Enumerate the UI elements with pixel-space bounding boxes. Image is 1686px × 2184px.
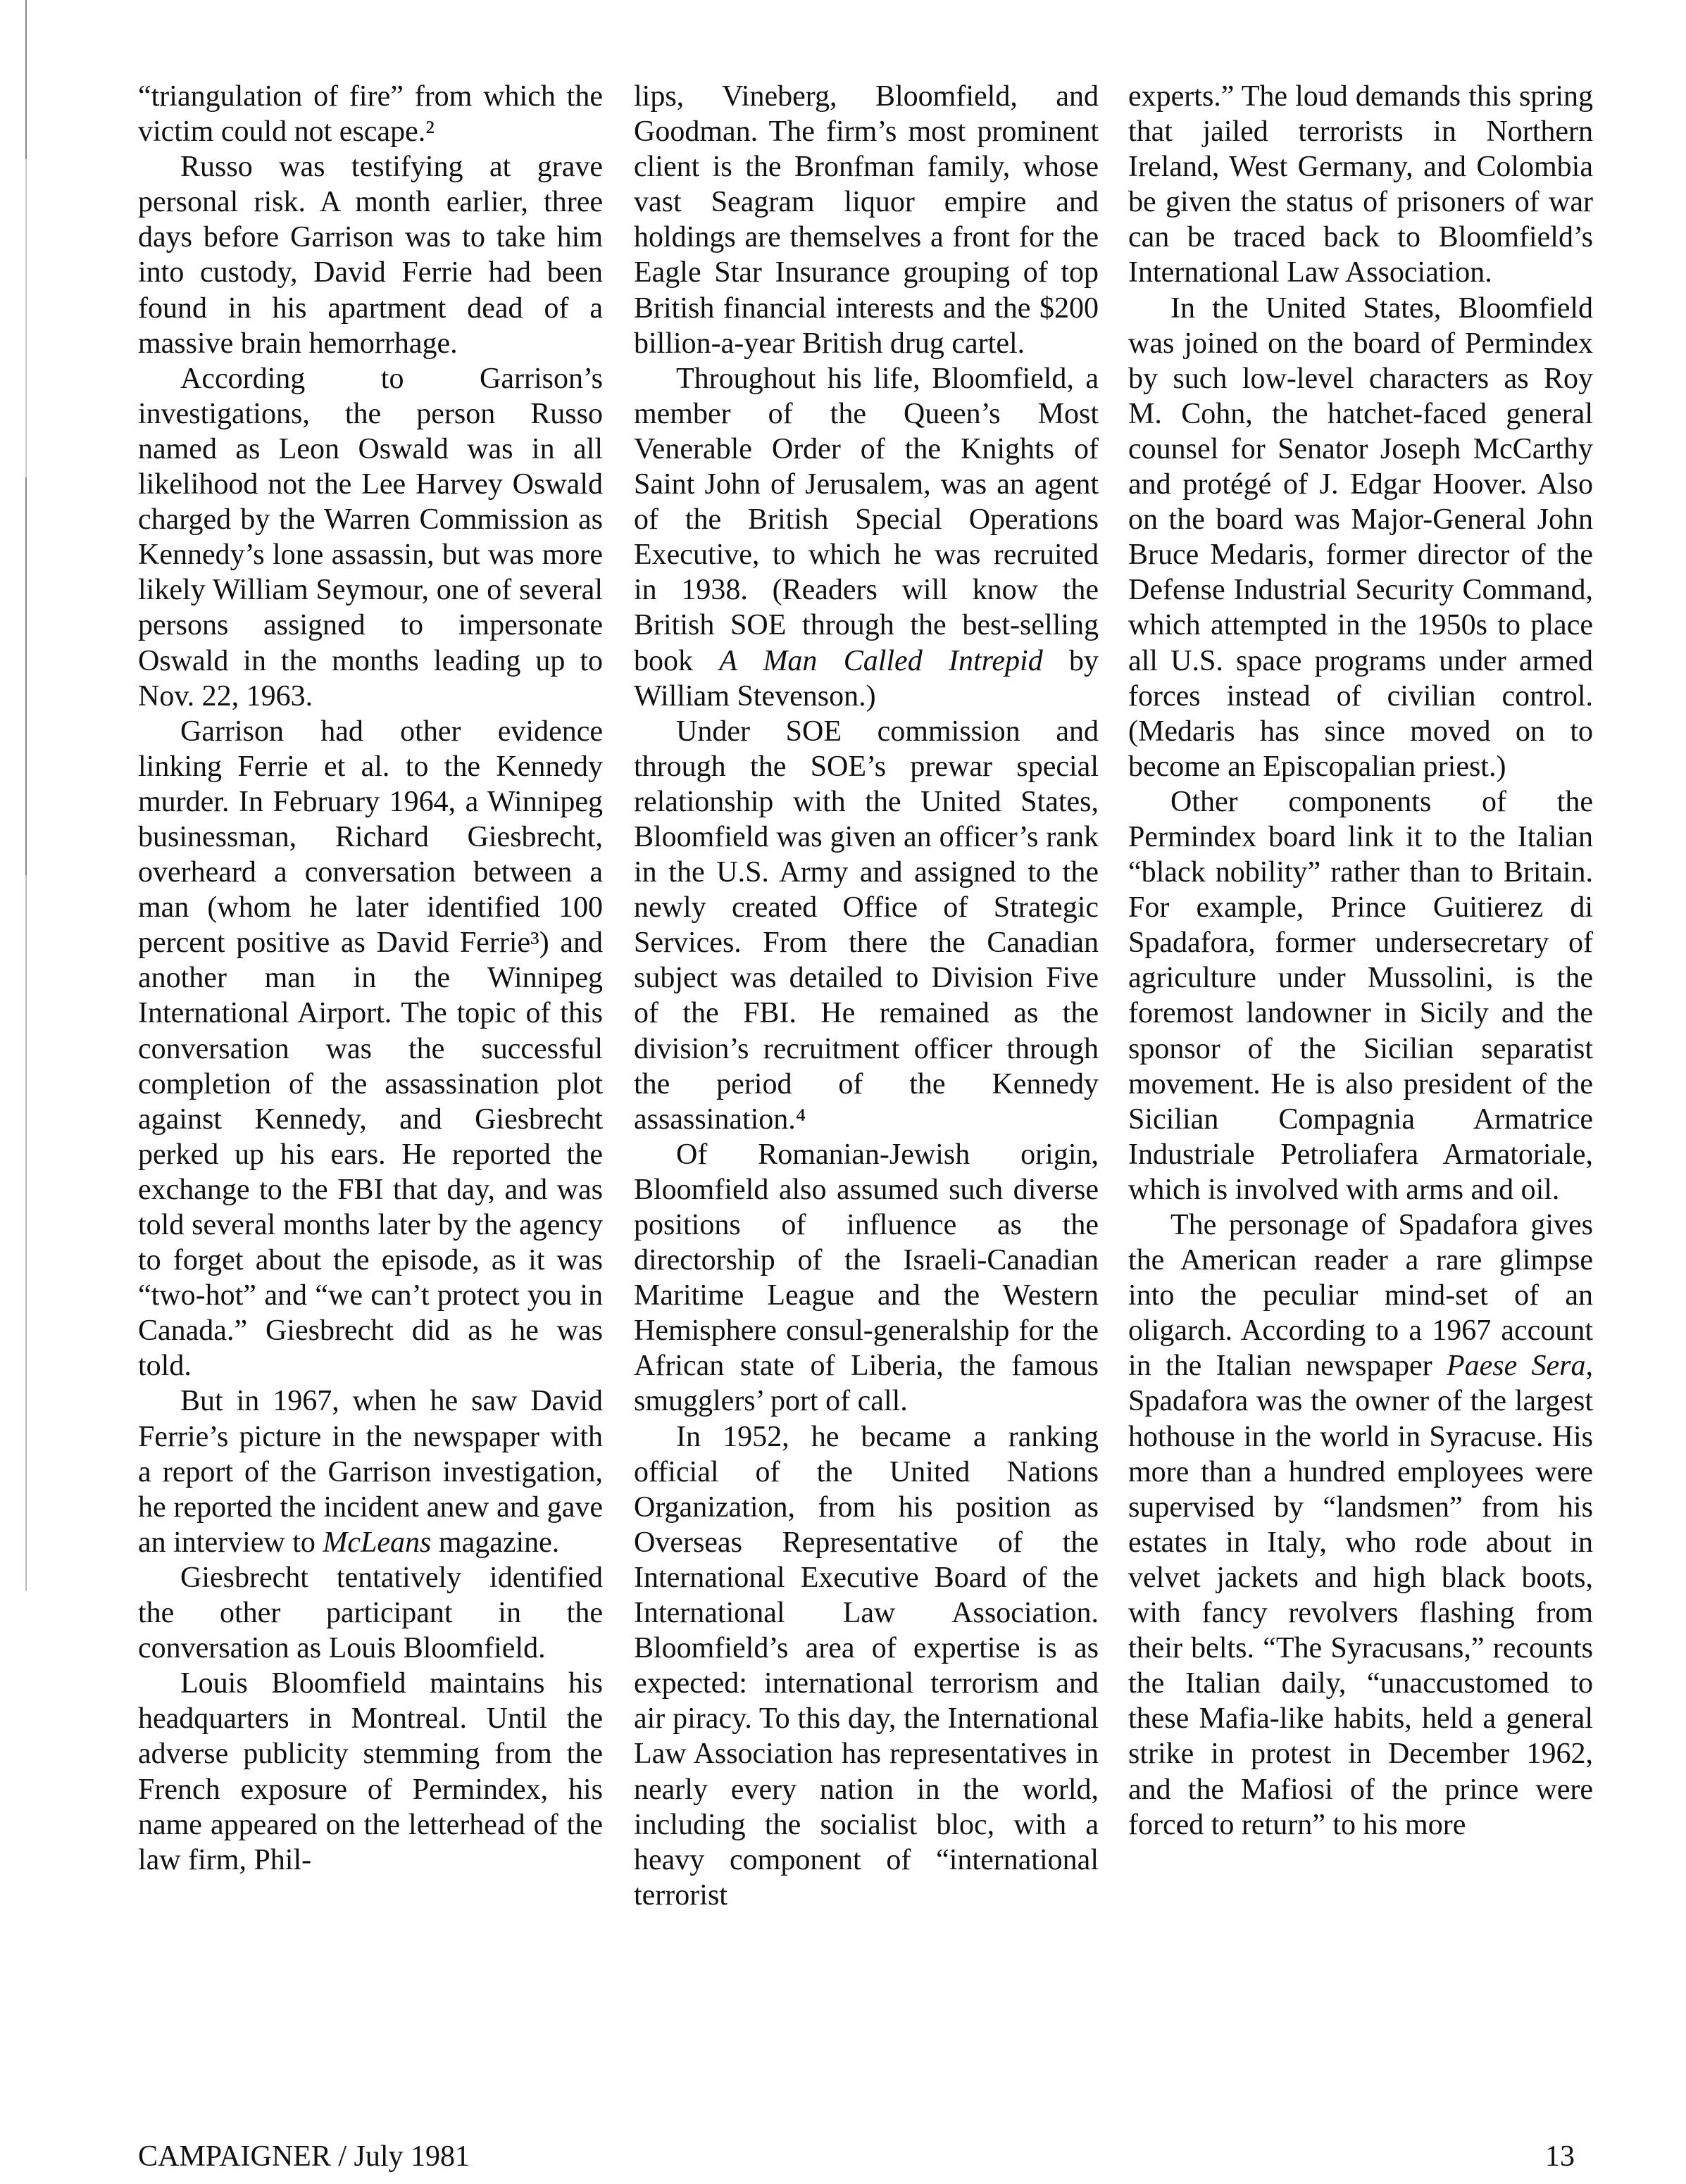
paragraph: In 1952, he became a ranking official of the United Nations Organization, from his position as Overseas Representative of the International Executive Board of the International Law Association. Bloomfield’s area of expertise is as expected: international terrorism and air piracy. To this day, the International Law Association has representatives in nearly every nation in the world, including the socialist bloc, with a heavy component of “international terrorist xyxy=(634,1420,1099,1912)
paragraph: The personage of Spadafora gives the American reader a rare glimpse into the peculiar mind-set of an oligarch. According to a 1967 account in the Italian newspaper Paese Sera, Spadafora was the owner of the largest hothouse in the world in Syracuse. His more than a hundred employees were supervised by “landsmen” from his estates in Italy, who rode about in velvet jackets and high black boots, with fancy revolvers flashing from their belts. “The Syracusans,” recounts the Italian daily, “unaccustomed to these Mafia-like habits, held a general strike in protest in December 1962, and the Mafiosi of the prince were forced to return” to his more xyxy=(1128,1209,1593,1841)
paragraph: Under SOE commission and through the SOE’s prewar special relationship with the United States, Bloomfield was given an officer’s rank in the U.S. Army and assigned to the newly created Office of Strategic Services. From there the Canadian subject was detailed to Division Five of the FBI. He remained as the division’s recruitment officer through the period of the Kennedy assassination.⁴ xyxy=(634,715,1099,1136)
paragraph: Russo was testifying at grave personal risk. A month earlier, three days before Garrison was to take him into custody, David Ferrie had been found in his apartment dead of a massive brain hemorrhage. xyxy=(138,151,603,360)
paragraph: experts.” The loud demands this spring that jailed terrorists in Northern Ireland, West Germany, and Colombia be given the status of prisoners of war can be traced back to Bloomfield’s International Law Association. xyxy=(1128,80,1593,289)
italic-title: Paese Sera xyxy=(1446,1350,1586,1383)
paragraph: Other components of the Permindex board link it to the Italian “black nobility” rather than to Britain. For example, Prince Guitierez di Spadafora, former undersecretary of agriculture under Mussolini, is the foremost landowner in Sicily and the sponsor of the Sicilian separatist movement. He is also president of the Sicilian Compagnia Armatrice Industriale Petroliafera Armatoriale, which is involved with arms and oil. xyxy=(1128,785,1593,1206)
paragraph: In the United States, Bloomfield was joined on the board of Permindex by such low-level characters as Roy M. Cohn, the hatchet-faced general counsel for Senator Joseph McCarthy and protégé of J. Edgar Hoover. Also on the board was Major-General John Bruce Medaris, former director of the Defense Industrial Security Command, which attempted in the 1950s to place all U.S. space programs under armed forces instead of civilian control. (Medaris has since moved on to become an Episcopalian priest.) xyxy=(1128,291,1593,783)
paragraph: Giesbrecht tentatively identified the other participant in the conversation as Louis Bloomfield. xyxy=(138,1561,603,1665)
paragraph: Throughout his life, Bloomfield, a member of the Queen’s Most Venerable Order of the Knights of Saint John of Jerusalem, was an agent of the British Special Operations Executive, to which he was recruited in 1938. (Readers will know the British SOE through the best-selling book A Man Called Intrepid by William Stevenson.) xyxy=(634,362,1099,713)
paragraph: But in 1967, when he saw David Ferrie’s picture in the newspaper with a report of the Garrison investigation, he reported the incident anew and gave an interview to McLeans magazine. xyxy=(138,1385,603,1559)
scan-margin-line xyxy=(25,0,27,1591)
paragraph: lips, Vineberg, Bloomfield, and Goodman. The firm’s most prominent client is the Bronfman family, whose vast Seagram liquor empire and holdings are themselves a front for the Eagle Star Insurance grouping of top British financial interests and the $200 billion-a-year British drug cartel. xyxy=(634,80,1099,360)
paragraph: Garrison had other evidence linking Ferrie et al. to the Kennedy murder. In February 1964, a Winnipeg businessman, Richard Giesbrecht, overheard a conversation between a man (whom he later identified 100 percent positive as David Ferrie³) and another man in the Winnipeg International Airport. The topic of this conversation was the successful completion of the assassination plot against Kennedy, and Giesbrecht perked up his ears. He reported the exchange to the FBI that day, and was told several months later by the agency to forget about the episode, as it was “two-hot” and “we can’t protect you in Canada.” Giesbrecht did as he was told. xyxy=(138,715,603,1383)
page-number: 13 xyxy=(1545,2140,1575,2173)
paragraph: Of Romanian-Jewish origin, Bloomfield also assumed such diverse positions of influence as the directorship of the Israeli-Canadian Maritime League and the Western Hemisphere consul-generalship for the African state of Liberia, the famous smugglers’ port of call. xyxy=(634,1138,1099,1418)
text-column-right xyxy=(1128,79,1593,1843)
text-column-left xyxy=(138,79,603,1878)
italic-title: A Man Called Intrepid xyxy=(719,644,1043,677)
paragraph: According to Garrison’s investigations, the person Russo named as Leon Oswald was in all likelihood not the Lee Harvey Oswald charged by the Warren Commission as Kennedy’s lone assassin, but was more likely William Seymour, one of several persons assigned to impersonate Oswald in the months leading up to Nov. 22, 1963. xyxy=(138,362,603,713)
paragraph: Louis Bloomfield maintains his headquarters in Montreal. Until the adverse publicity stemming from the French exposure of Permindex, his name appeared on the letterhead of the law firm, Phil- xyxy=(138,1667,603,1876)
paragraph: “triangulation of fire” from which the victim could not escape.² xyxy=(138,80,603,149)
text-column-middle xyxy=(634,79,1099,1913)
italic-title: McLeans xyxy=(323,1526,432,1559)
footer-publication: CAMPAIGNER / July 1981 xyxy=(138,2140,470,2173)
